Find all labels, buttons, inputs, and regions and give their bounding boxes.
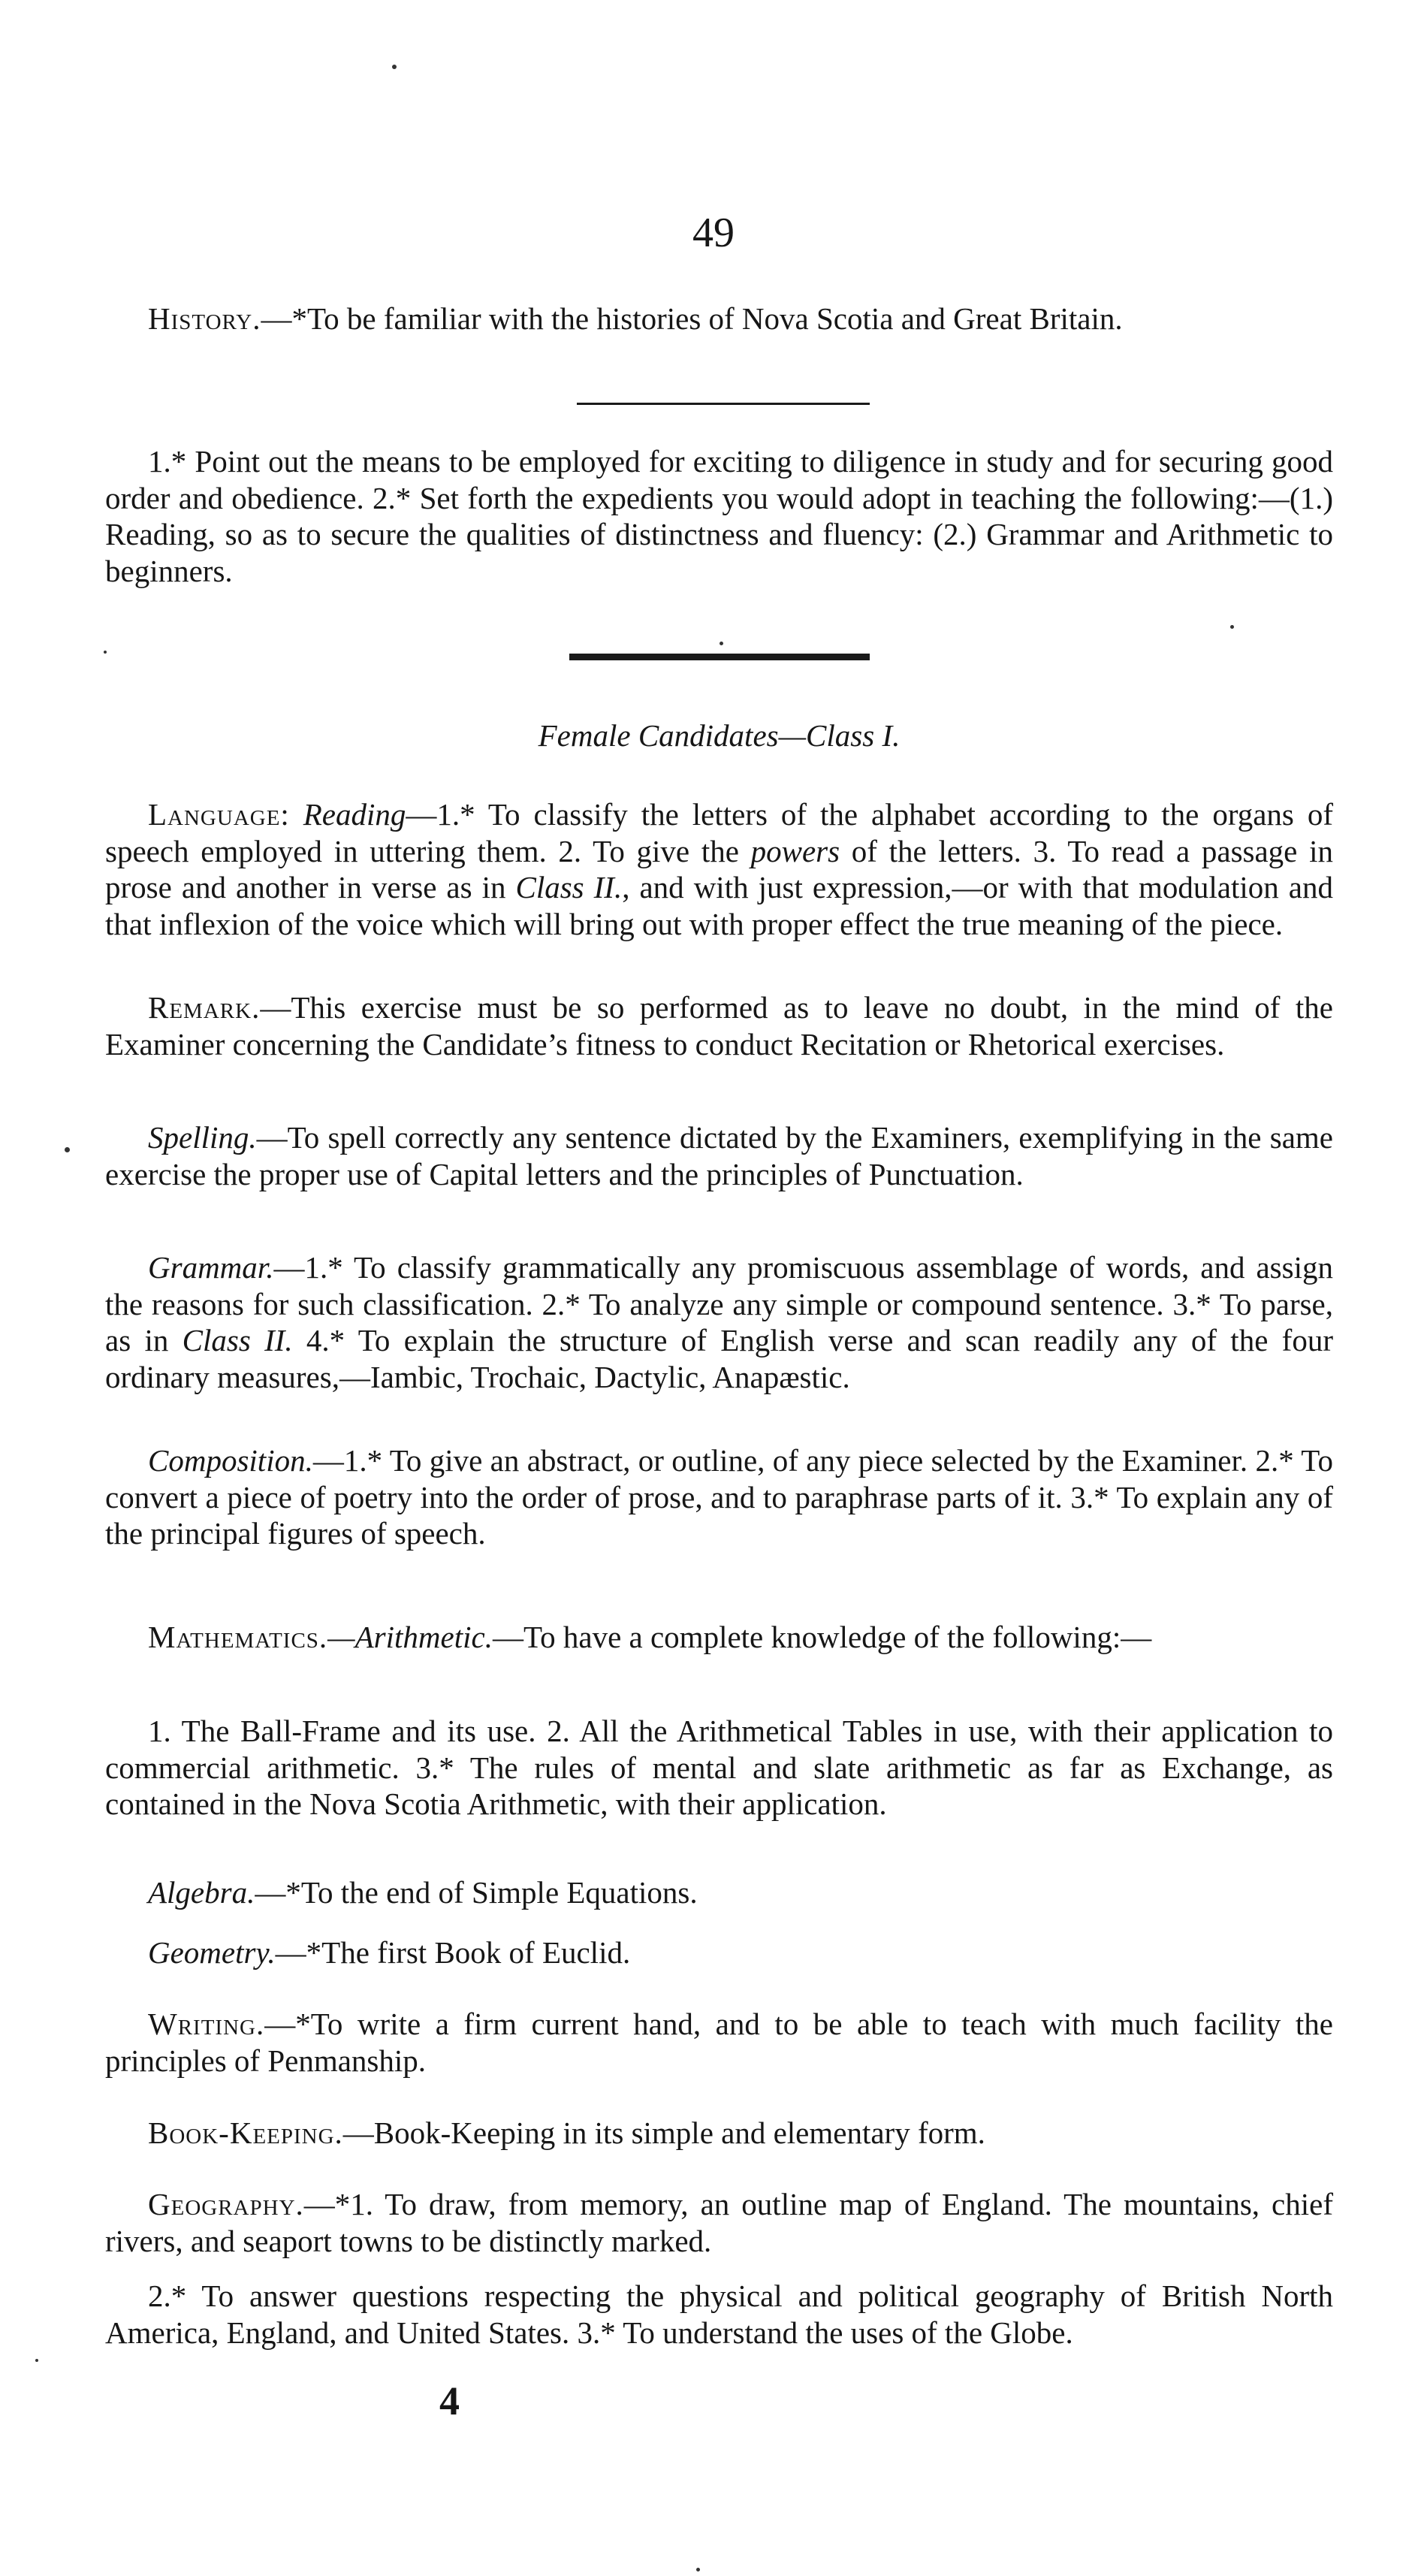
grammar-paragraph xyxy=(105,1249,1333,1395)
writing-paragraph xyxy=(105,2006,1333,2079)
composition-label: Composition. xyxy=(148,1443,313,1478)
grammar-emphasis-class: Class II. xyxy=(182,1323,293,1357)
algebra-text: —*To the end of Simple Equations. xyxy=(255,1875,698,1910)
mathematics-label: Mathematics. xyxy=(148,1620,328,1654)
geography-paragraph xyxy=(105,2186,1333,2259)
composition-text: —1.* To give an abstract, or outline, of any piece selected by the Examiner. 2.* To convert a piece of poetry into the order of prose, and to paraphrase parts of it. 3.* To explain any of the principal figures of speech. xyxy=(105,1443,1333,1551)
ink-speck xyxy=(696,2568,700,2571)
spelling-label: Spelling. xyxy=(148,1120,257,1155)
bookkeeping-paragraph xyxy=(105,2115,1333,2152)
history-label: History. xyxy=(148,301,261,336)
remark-label: Remark. xyxy=(148,990,261,1025)
ink-speck xyxy=(35,2359,38,2362)
spelling-paragraph xyxy=(105,1119,1333,1192)
bookkeeping-label: Book-Keeping. xyxy=(148,2115,343,2150)
language-text-a: —1.* To classify the letters of the alphabet according to the organs of speech employed in uttering them. 2. To give the xyxy=(105,797,1333,868)
ink-speck xyxy=(720,642,723,645)
language-emphasis-class: Class II. xyxy=(515,870,623,904)
geography-second-paragraph: 2.* To answer questions respecting the physical and political geography of British North America, England, and United States. 3.* To understand the uses of the Globe. xyxy=(105,2279,1333,2350)
language-paragraph xyxy=(105,796,1333,942)
algebra-label: Algebra. xyxy=(148,1875,255,1910)
history-paragraph xyxy=(105,300,1333,337)
reading-label: Reading xyxy=(303,797,406,832)
remark-text: —This exercise must be so performed as to leave no doubt, in the mind of the Examiner concerning the Candidate’s fitness to conduct Recitation or Rhetorical exercises. xyxy=(105,990,1333,1062)
language-emphasis-powers: powers xyxy=(750,833,840,868)
geography-label: Geography. xyxy=(148,2187,304,2221)
arithmetic-label: —Arithmetic. xyxy=(327,1620,493,1654)
geometry-text: —*The first Book of Euclid. xyxy=(275,1935,631,1970)
grammar-text-b: 4.* To explain the structure of English verse and scan readily any of the four ordinary measures,—Iambic, Trochaic, Dactylic, Anapæstic. xyxy=(105,1323,1333,1394)
spelling-text: —To spell correctly any sentence dictated by the Examiners, exemplifying in the same exercise the proper use of Capital letters and the principles of Punctuation. xyxy=(105,1120,1333,1191)
language-label: Language: xyxy=(148,797,290,832)
signature-mark: 4 xyxy=(439,2378,460,2423)
writing-text: —*To write a firm current hand, and to be able to teach with much facility the principles of Penmanship. xyxy=(105,2007,1333,2078)
remark-paragraph xyxy=(105,989,1333,1062)
geometry-paragraph xyxy=(105,1934,1333,1971)
language-text-b: of the letters. 3. To read a passage in prose and another in verse as in xyxy=(105,833,1333,904)
ink-speck xyxy=(1230,625,1234,629)
geography-text: —*1. To draw, from memory, an outline map of England. The mountains, chief rivers, and seaport towns to be distinctly marked. xyxy=(105,2187,1333,2258)
grammar-label: Grammar. xyxy=(148,1250,274,1285)
geometry-label: Geometry. xyxy=(148,1935,276,1970)
mathematics-paragraph xyxy=(105,1619,1333,1656)
ink-speck xyxy=(104,651,107,654)
arithmetic-items-paragraph: 1. The Ball-Frame and its use. 2. All the Arithmetical Tables in use, with their application to commercial arithmetic. 3.* The rules of mental and slate arithmetic as far as Exchange, as contained in the Nova Scotia Arithmetic, with their application. xyxy=(105,1714,1333,1821)
grammar-text-a: —1.* To classify grammatically any promiscuous assemblage of words, and assign the reasons for such classification. 2.* To analyze any simple or compound sentence. 3.* To parse, as in xyxy=(105,1250,1333,1357)
section-divider-thick xyxy=(569,654,870,660)
ink-speck xyxy=(392,65,397,69)
school-questions-paragraph: 1.* Point out the means to be employed for exciting to diligence in study and for securing good order and obedience. 2.* Set forth the expedients you would adopt in teaching the following:—(1.) Reading, so as to secure the qualities of distinctness and fluency: (2.) Grammar and Arithmetic to beginners. xyxy=(105,444,1333,588)
language-text-c: , and with just expression,—or with that modulation and that inflexion of the voice which will bring out with proper effect the true meaning of the piece. xyxy=(105,870,1333,941)
section-divider-short xyxy=(577,403,870,405)
composition-paragraph xyxy=(105,1442,1333,1552)
ink-speck xyxy=(65,1147,70,1152)
bookkeeping-text: —Book-Keeping in its simple and elementary form. xyxy=(342,2115,985,2150)
algebra-paragraph xyxy=(105,1874,1333,1911)
section-title: Female Candidates—Class I. xyxy=(538,718,901,753)
history-text: —*To be familiar with the histories of Nova Scotia and Great Britain. xyxy=(261,301,1123,336)
mathematics-text: —To have a complete knowledge of the following:— xyxy=(492,1620,1152,1654)
page-number: 49 xyxy=(692,210,735,256)
writing-label: Writing. xyxy=(148,2007,265,2041)
